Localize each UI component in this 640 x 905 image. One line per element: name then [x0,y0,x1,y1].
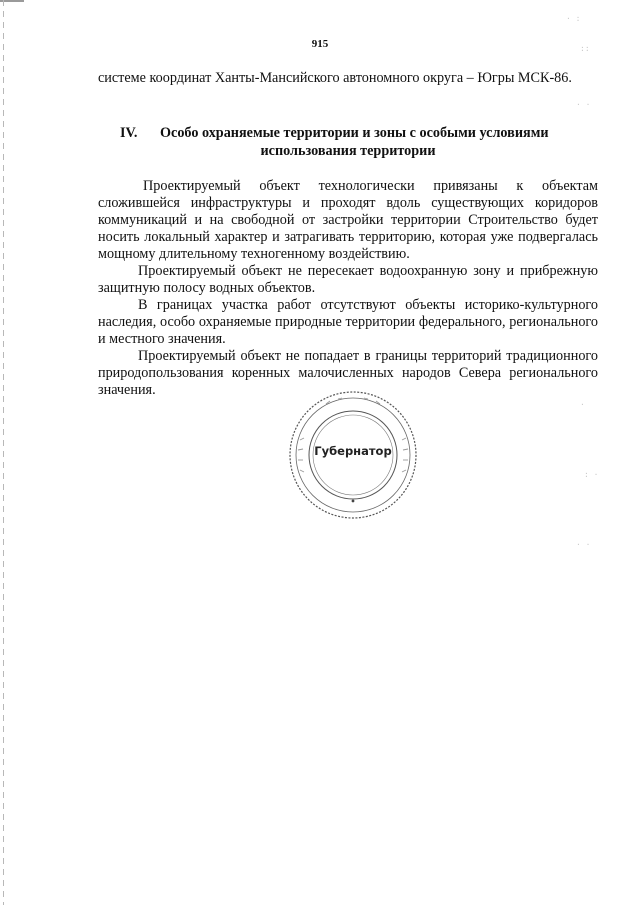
scan-artifact: · : [566,14,581,23]
continuation-text [98,70,598,87]
section-body [98,178,598,399]
section-title-line1: Особо охраняемые территории и зоны с особыми условиями [160,125,549,141]
continuation-paragraph: системе координат Ханты-Мансийского автономного округа – Югры МСК-86. [98,70,572,86]
paragraph-1: Проектируемый объект технологически привязаны к объектам сложившейся инфраструктуры и проходят вдоль существующих коридоров коммуникаций и на свободной от застройки территории Строительство будет носить локальный характер и затрагивать территорию, которая уже подвергалась мощному длительному техногенному воздействию. [98,178,598,262]
scan-artifact: · · [576,100,591,109]
scan-edge-line [3,0,4,905]
scan-artifact: · · [576,540,591,549]
scan-artifact: :: [580,44,590,53]
section-number: IV. [120,125,138,141]
section-title-line2: использования территории [260,143,436,159]
paragraph-4: Проектируемый объект не попадает в границы территорий традиционного природопользования коренных малочисленных народов Севера регионального значения. [98,348,598,398]
scan-artifact: : · [584,470,599,479]
page-number: 915 [311,38,329,50]
paragraph-2: Проектируемый объект не пересекает водоохранную зону и прибрежную защитную полосу водных объектов. [98,263,598,296]
scan-artifact: · [580,400,585,409]
official-seal [286,388,420,522]
seal-label: Губернатор [314,444,392,458]
paragraph-3: В границах участка работ отсутствуют объекты историко-культурного наследия, особо охраняемые природные территории федерального, регионального и местного значения. [98,297,598,347]
